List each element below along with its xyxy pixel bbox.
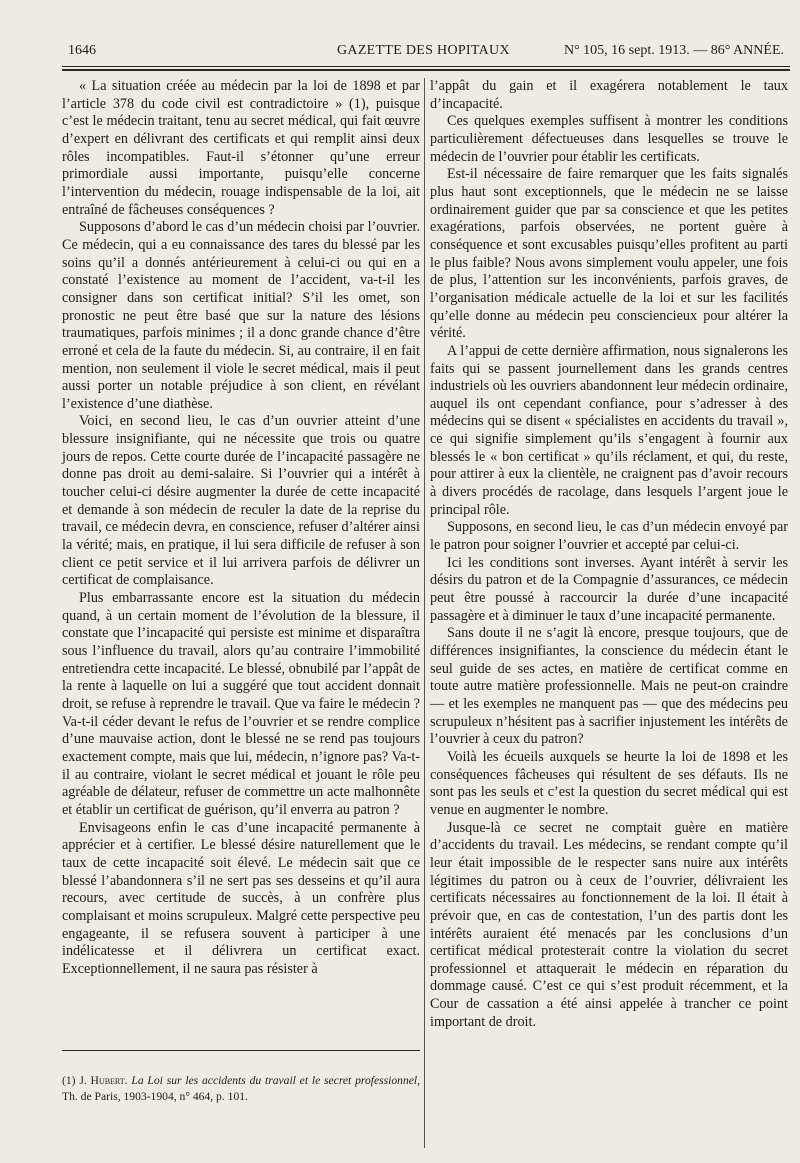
page-header [62,43,790,63]
column-divider [424,78,425,1148]
paragraph: A l’appui de cette dernière affirmation, nous signalerons les faits qui se passent journellement dans les grands centres industriels où les ouvriers abandonnent leur médecin ordinaire, auquel ils ont cependant confiance, pour s’adresser à des médecins qui se disent « spécialistes en accidents du travail », ce qui signifie simplement qu’ils s’engagent à fournir aux blessés le « bon certificat » qu’ils réclament, et qui, du reste, pour attirer à eux la clientèle, ne craignent pas d’avoir recours à divers procédés de racolage, dans lesquels l’argent joue le principal rôle. [430,342,788,518]
footnote-title: La Loi sur les accidents du travail et le secret professionnel, [131,1074,421,1087]
footnote-marker: (1) [62,1074,76,1087]
header-rule-thick [62,69,790,71]
footnote [62,1073,420,1105]
issue-info: N° 105, 16 sept. 1913. — 86° ANNÉE. [563,43,784,58]
paragraph: Sans doute il ne s’agit là encore, presque toujours, que de différences insignifiantes, la conscience du médecin étant le seul guide de ses actes, en matière de certificat comme en toute autre matière professionnelle. Mais ne peut-on craindre — et les exemples ne manquent pas — que des médecins peu scrupuleux n’hésitent pas à sacrifier injustement les intérêts de l’ouvrier à ceux du patron? [430,625,788,748]
paragraph: Supposons d’abord le cas d’un médecin choisi par l’ouvrier. Ce médecin, qui a eu connaissance des tares du blessé par les soins qu’il a donnés antérieurement à celui-ci ou qui en a constaté l’existence au moment de l’accident, va-t-il les consigner dans son certificat initial? S’il les omet, son pronostic ne peut être basé que sur la nature des lésions traumatiques, parfois minimes ; il a donc grande chance d’être erroné et cela de la faute du médecin. Si, au contraire, il en fait mention, non seulement il viole le secret médical, mais il peut aussi porter un notable préjudice à son client, en révélant l’existence d’une diathèse. [62,219,420,412]
footnote-author: J. Hubert. [79,1074,128,1087]
paragraph: Ici les conditions sont inverses. Ayant intérêt à servir les désirs du patron et de la Compagnie d’assurances, ce médecin peut être poussé à raccourcir la durée d’une incapacité passagère et à diminuer le taux d’une incapacité permanente. [430,554,788,624]
header-rule-thin [62,66,790,67]
paragraph: Voilà les écueils auxquels se heurte la loi de 1898 et les conséquences fâcheuses qui résultent de ses défauts. Ils ne sont pas les seuls et c’est la question du secret médical qui est venue en augmenter le nombre. [430,748,788,818]
footnote-details: Th. de Paris, 1903-1904, n° 464, p. 101. [62,1090,248,1103]
paragraph: Jusque-là ce secret ne comptait guère en matière d’accidents du travail. Les médecins, se rendant compte qu’il leur était impossible de le respecter sans nuire aux intérêts légitimes du patron ou à ceux de l’ouvrier, délivraient les certificats nécessaires au fonctionnement de la loi. Il était à prévoir que, en cas de contestation, l’un des partis dont les intérêts auraient été menacés par les conclusions d’un certificat médical protesterait contre la violation du secret professionnel et attaquerait le médecin en réparation du dommage causé. C’est ce qui s’est produit récemment, et la Cour de cassation a été ainsi appelée à trancher ce point important de droit. [430,819,788,1030]
paragraph: Supposons, en second lieu, le cas d’un médecin envoyé par le patron pour soigner l’ouvrier et accepté par celui-ci. [430,519,788,554]
left-column [62,78,420,978]
footnote-rule [62,1050,420,1051]
page-number: 1646 [68,43,96,58]
right-column [430,78,788,1031]
journal-title: GAZETTE DES HOPITAUX [337,43,510,58]
paragraph: Ces quelques exemples suffisent à montrer les conditions particulièrement défectueuses dans lesquelles se trouve le médecin de l’ouvrier pour établir les certificats. [430,113,788,165]
paragraph: Voici, en second lieu, le cas d’un ouvrier atteint d’une blessure insignifiante, qui ne nécessite que trois ou quatre jours de repos. Cette courte durée de l’incapacité passagère ne donne pas droit au demi-salaire. Si l’ouvrier qui a intérêt à toucher celui-ci désire augmenter la durée de cette incapacité et demande à son médecin de reculer la date de la reprise du travail, ce médecin devra, en conscience, refuser d’altérer ainsi la vérité; mais, en pratique, il lui sera difficile de refuser à son client ce petit service et il lui arrivera parfois de délivrer un certificat de complaisance. [62,413,420,589]
paragraph: l’appât du gain et il exagérera notablement le taux d’incapacité. [430,78,788,112]
paragraph: Envisageons enfin le cas d’une incapacité permanente à apprécier et à certifier. Le blessé désire naturellement que le taux de cette incapacité soit élevé. Le médecin sait que ce blessé l’abandonnera s’il ne sert pas ses desseins et qu’il aura recours, avec certitude de succès, à un confrère plus complaisant et moins scrupuleux. Malgré cette perspective peu engageante, il se refusera souvent à participer à une indélicatesse et il délivrera un certificat exact. Exceptionnellement, il ne saura pas résister à [62,819,420,977]
paragraph: « La situation créée au médecin par la loi de 1898 et par l’article 378 du code civil est contradictoire » (1), puisque c’est le médecin traitant, tenu au secret médical, qui fait œuvre d’expert en délivrant des certificats et qui remplit ainsi deux rôles incompatibles. Faut-il s’étonner qu’une erreur primordiale aussi importante, puisqu’elle concerne l’intervention du médecin, rouage indispensable de la loi, ait entraîné de fâcheuses conséquences ? [62,78,420,218]
paragraph: Plus embarrassante encore est la situation du médecin quand, à un certain moment de l’évolution de la blessure, il constate que l’incapacité qui persiste est minime et disparaîtra sous l’influence du travail, alors qu’au contraire l’immobilité entretiendra cette incapacité. Le blessé, obnubilé par l’appât de la rente à laquelle on lui a suggéré que tout accident donnait droit, se refuse à reprendre le travail. Que va faire le médecin ? Va-t-il céder devant le refus de l’ouvrier et se rendre complice d’une mauvaise action, dont le blessé ne se rend pas toujours exactement compte, mais que lui, médecin, n’ignore pas? Va-t-il au contraire, violant le secret médical et jouant le rôle peu agréable de délateur, refuser de commettre un acte malhonnête et établir un certificat de guérison, qu’il enverra au patron ? [62,590,420,818]
paragraph: Est-il nécessaire de faire remarquer que les faits signalés plus haut sont exceptionnels, que le médecin ne se laisse ordinairement guider que par sa conscience et que les petites exagérations, parfois observées, ne portent guère à conséquence et sont excusables puisqu’elles profitent au parti le plus faible? Nous avons simplement voulu appeler, une fois de plus, l’attention sur les inconvénients, parfois graves, de l’organisation médicale actuelle de la loi et sur les facilités qu’elle donne au médecin peu consciencieux pour altérer la vérité. [430,166,788,342]
